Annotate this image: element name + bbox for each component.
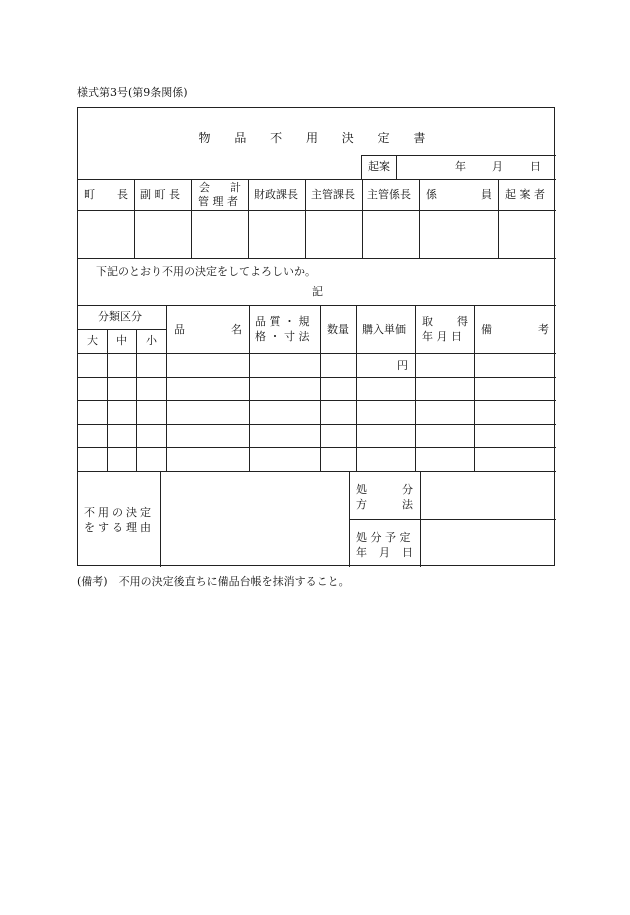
header-classification: 分類区分: [98, 310, 142, 323]
disposal-decision-form: [77, 107, 555, 566]
header-shukan-ka: 主管課長: [311, 188, 355, 201]
divider: [305, 179, 306, 258]
reason-label-line1: 不用の決定: [84, 506, 154, 519]
divider: [356, 305, 357, 471]
divider: [78, 471, 556, 472]
header-biko: 備 考: [481, 323, 549, 336]
header-shutoku-line2: 年 月 日: [422, 330, 462, 343]
divider: [349, 519, 556, 520]
form-title: 物 品 不 用 決 定 書: [198, 131, 436, 145]
header-fuku-chocho: 副 町 長: [140, 188, 180, 201]
divider: [78, 377, 556, 378]
header-sho: 小: [146, 334, 157, 347]
form-number-label: 様式第3号(第9条関係): [77, 86, 188, 99]
yotei-line1: 処 分 予 定: [356, 531, 411, 544]
yotei-line2: 年 月 日: [356, 546, 413, 559]
header-hinmei: 品 名: [174, 323, 242, 336]
divider: [78, 258, 556, 259]
divider: [248, 179, 249, 258]
divider: [320, 305, 321, 471]
divider: [78, 353, 556, 354]
divider: [362, 179, 363, 258]
header-tanka: 購入単価: [362, 323, 406, 336]
header-chu: 中: [116, 334, 127, 347]
divider: [78, 447, 556, 448]
divider: [78, 179, 556, 180]
shobun-line1: 処 分: [356, 483, 413, 496]
header-kakariin: 係 員: [426, 188, 492, 201]
header-kiansha: 起 案 者: [505, 188, 545, 201]
header-hinshitsu-line2: 格 ・ 寸 法: [255, 330, 310, 343]
divider: [78, 424, 556, 425]
header-shukan-kakari: 主管係長: [367, 188, 411, 201]
divider: [349, 471, 350, 567]
kian-day: 日: [530, 160, 541, 173]
divider: [191, 179, 192, 258]
divider: [249, 305, 250, 471]
kian-year: 年: [455, 160, 466, 173]
header-zaisei: 財政課長: [254, 188, 298, 201]
divider: [160, 471, 161, 567]
divider: [107, 329, 108, 471]
header-dai: 大: [87, 334, 98, 347]
header-kaikei-line2: 管 理 者: [198, 195, 238, 208]
divider: [415, 305, 416, 471]
header-hinshitsu-line1: 品 質 ・ 規: [255, 315, 310, 328]
kian-month: 月: [492, 160, 503, 173]
header-chocho: 町 長: [84, 188, 128, 201]
divider: [361, 155, 556, 156]
divider: [396, 155, 397, 179]
shobun-line2: 方 法: [356, 498, 413, 511]
divider: [78, 329, 166, 330]
divider: [361, 155, 362, 179]
statement: 下記のとおり不用の決定をしてよろしいか。: [96, 265, 316, 278]
header-kaikei-line1: 会 計: [199, 181, 241, 194]
yen-unit: 円: [397, 359, 408, 372]
divider: [420, 471, 421, 567]
divider: [419, 179, 420, 258]
kian-label: 起案: [368, 160, 390, 173]
remarks-note: (備考) 不用の決定後直ちに備品台帳を抹消すること。: [77, 575, 350, 588]
divider: [474, 305, 475, 471]
header-suryo: 数量: [327, 323, 349, 336]
divider: [498, 179, 499, 258]
divider: [134, 179, 135, 258]
reason-label-line2: をする理由: [84, 521, 154, 534]
divider: [136, 329, 137, 471]
ki-label: 記: [312, 285, 323, 298]
header-shutoku-line1: 取 得: [422, 315, 468, 328]
divider: [78, 305, 556, 306]
divider: [78, 210, 556, 211]
divider: [78, 400, 556, 401]
divider: [166, 305, 167, 471]
